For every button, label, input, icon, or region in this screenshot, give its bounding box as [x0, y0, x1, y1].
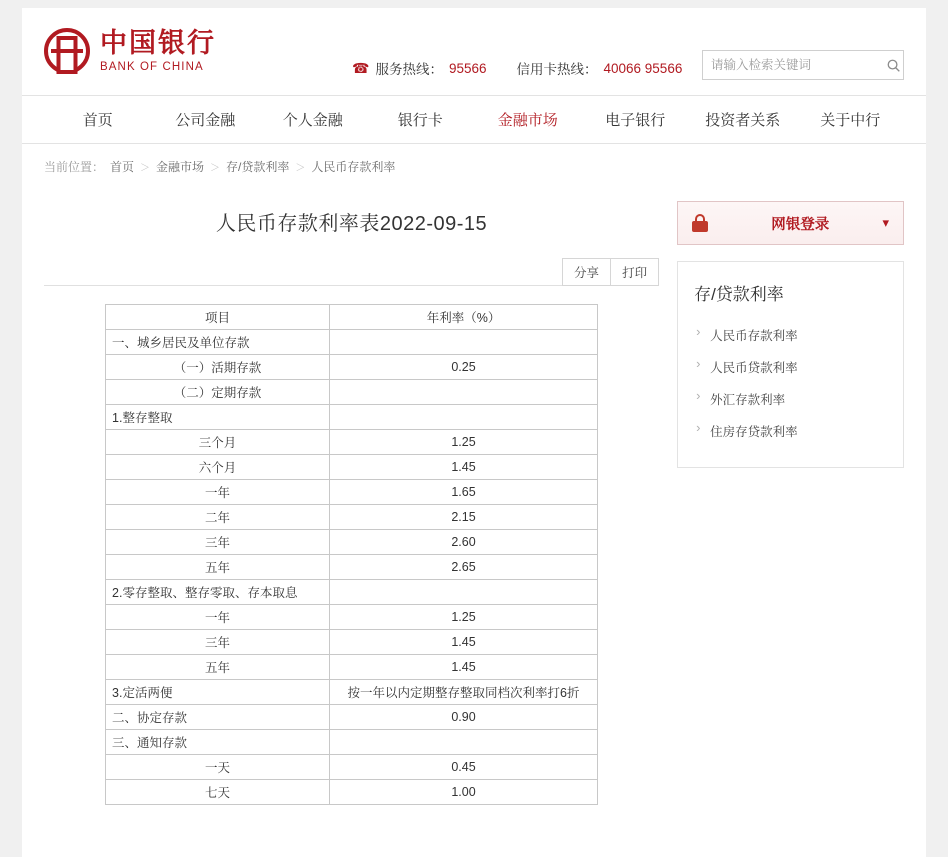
table-cell-rate: 0.45	[330, 755, 598, 780]
breadcrumb-item-3[interactable]: 人民币存款利率	[311, 160, 396, 174]
search-box[interactable]	[702, 50, 904, 80]
table-row	[106, 355, 598, 380]
table-cell-rate: 2.65	[330, 555, 598, 580]
table-header-item: 项目	[106, 305, 330, 330]
table-cell-item: 三年	[106, 530, 330, 555]
table-row	[106, 430, 598, 455]
table-row	[106, 330, 598, 355]
body-area	[22, 185, 926, 805]
share-button[interactable]: 分享	[562, 258, 611, 286]
lock-icon	[692, 214, 708, 232]
breadcrumb-item-0[interactable]: 首页	[110, 160, 135, 174]
table-cell-item: 三年	[106, 630, 330, 655]
table-cell-item: 七天	[106, 780, 330, 805]
nav-item-0[interactable]: 首页	[82, 112, 113, 129]
breadcrumb-label: 当前位置：	[44, 160, 105, 174]
sidebar-panel-title: 存/贷款利率	[694, 285, 784, 304]
breadcrumb-item-1[interactable]: 金融市场	[156, 160, 205, 174]
chevron-down-icon[interactable]: ▾	[882, 215, 889, 230]
table-cell-item: 二、协定存款	[106, 705, 330, 730]
table-cell-item: 3.定活两便	[106, 680, 330, 705]
sidebar-item-fx-deposit[interactable]: › 外汇存款利率	[694, 383, 887, 415]
table-cell-rate: 1.45	[330, 630, 598, 655]
search-icon	[886, 58, 901, 73]
sidebar-item-rmb-loan[interactable]: › 人民币贷款利率	[694, 351, 887, 383]
phone-icon: ☎	[352, 59, 370, 76]
page-title: 人民币存款利率表2022-09-15	[215, 213, 488, 235]
table-cell-item: 六个月	[106, 455, 330, 480]
table-cell-item: 二年	[106, 505, 330, 530]
ebank-login-box[interactable]	[677, 201, 904, 245]
main-nav	[22, 96, 926, 144]
sidebar	[677, 185, 904, 805]
site-canvas	[22, 8, 926, 857]
breadcrumb-separator-0: ＞	[140, 163, 151, 174]
table-cell-rate: 1.25	[330, 430, 598, 455]
print-button[interactable]: 打印	[611, 258, 659, 286]
table-cell-rate	[330, 405, 598, 430]
table-cell-item: （一）活期存款	[106, 355, 330, 380]
table-cell-rate: 2.15	[330, 505, 598, 530]
table-row	[106, 555, 598, 580]
ebank-login-label: 网银登录	[771, 216, 830, 233]
search-input[interactable]	[703, 52, 880, 78]
table-cell-item: 一、城乡居民及单位存款	[106, 330, 330, 355]
table-row	[106, 655, 598, 680]
table-row	[106, 730, 598, 755]
service-hotline-value: 95566	[448, 60, 487, 76]
boc-logo[interactable]	[44, 28, 216, 74]
table-cell-item: 一天	[106, 755, 330, 780]
deposit-rate-table	[105, 304, 598, 805]
table-cell-rate: 1.25	[330, 605, 598, 630]
search-button[interactable]	[880, 51, 907, 79]
table-cell-item: 一年	[106, 480, 330, 505]
logo-title-en: BANK OF CHINA	[100, 61, 204, 74]
table-cell-rate	[330, 330, 598, 355]
sidebar-link-list	[694, 319, 887, 447]
sidebar-item-rmb-deposit[interactable]: › 人民币存款利率	[694, 319, 887, 351]
main-content	[44, 185, 659, 805]
hotline-bar	[352, 58, 682, 78]
table-cell-rate	[330, 730, 598, 755]
credit-hotline-label: 信用卡热线：	[516, 62, 598, 77]
sidebar-panel	[677, 261, 904, 468]
table-cell-rate: 按一年以内定期整存整取同档次利率打6折	[330, 680, 598, 705]
table-row	[106, 755, 598, 780]
service-hotline-label: 服务热线：	[375, 62, 443, 77]
nav-item-6[interactable]: 投资者关系	[705, 112, 781, 129]
breadcrumb-item-2[interactable]: 存/贷款利率	[226, 160, 290, 174]
table-cell-rate	[330, 380, 598, 405]
table-header-row	[106, 305, 598, 330]
table-row	[106, 630, 598, 655]
table-row	[106, 605, 598, 630]
boc-logo-mark-icon	[44, 28, 90, 74]
table-cell-item: 三、通知存款	[106, 730, 330, 755]
table-cell-item: 三个月	[106, 430, 330, 455]
breadcrumb	[22, 144, 926, 185]
table-row	[106, 455, 598, 480]
table-cell-rate: 0.25	[330, 355, 598, 380]
table-row	[106, 680, 598, 705]
breadcrumb-separator-2: ＞	[295, 163, 306, 174]
table-cell-rate: 1.00	[330, 780, 598, 805]
nav-item-3[interactable]: 银行卡	[397, 112, 443, 129]
nav-item-5[interactable]: 电子银行	[605, 112, 666, 129]
table-row	[106, 705, 598, 730]
table-row	[106, 780, 598, 805]
table-cell-item: 2.零存整取、整存零取、存本取息	[106, 580, 330, 605]
table-cell-rate	[330, 580, 598, 605]
table-row	[106, 480, 598, 505]
table-row	[106, 530, 598, 555]
sidebar-item-housing-loan[interactable]: › 住房存贷款利率	[694, 415, 887, 447]
nav-item-4[interactable]: 金融市场	[497, 112, 558, 129]
table-cell-item: 五年	[106, 555, 330, 580]
breadcrumb-separator-1: ＞	[210, 163, 221, 174]
table-cell-rate: 0.90	[330, 705, 598, 730]
table-cell-item: 五年	[106, 655, 330, 680]
table-cell-rate: 1.45	[330, 455, 598, 480]
table-cell-item: 一年	[106, 605, 330, 630]
nav-item-1[interactable]: 公司金融	[175, 112, 236, 129]
table-header-rate: 年利率（%）	[330, 305, 598, 330]
nav-item-2[interactable]: 个人金融	[282, 112, 343, 129]
table-cell-rate: 1.65	[330, 480, 598, 505]
table-row	[106, 580, 598, 605]
table-cell-rate: 1.45	[330, 655, 598, 680]
table-body	[106, 330, 598, 805]
table-row	[106, 405, 598, 430]
credit-hotline-value: 40066 95566	[603, 60, 683, 76]
table-cell-rate: 2.60	[330, 530, 598, 555]
logo-title-cn: 中国银行	[100, 27, 216, 59]
table-row	[106, 505, 598, 530]
nav-item-7[interactable]: 关于中行	[820, 112, 881, 129]
site-header	[22, 8, 926, 96]
table-cell-item: 1.整存整取	[106, 405, 330, 430]
table-cell-item: （二）定期存款	[106, 380, 330, 405]
table-row	[106, 380, 598, 405]
